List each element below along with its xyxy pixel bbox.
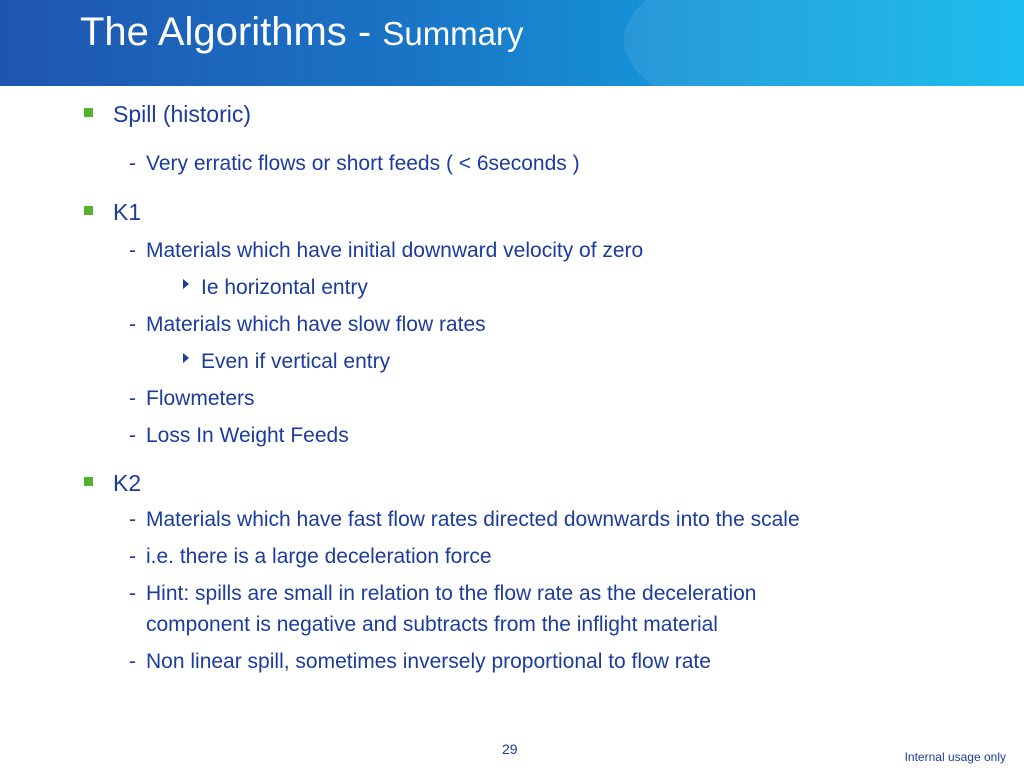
square-bullet-icon <box>84 206 93 215</box>
bullet-k1 <box>84 199 141 226</box>
sub-item-hint <box>129 582 756 606</box>
sub-item-deceleration-force <box>129 545 492 569</box>
detail-item-horizontal-entry <box>183 276 368 300</box>
sub-item-text: Materials which have fast flow rates directed downwards into the scale <box>146 508 800 531</box>
sub-item-text: Flowmeters <box>146 387 255 410</box>
triangle-bullet-icon <box>183 279 189 289</box>
dash-bullet-icon: - <box>129 313 136 336</box>
dash-bullet-icon: - <box>129 424 136 447</box>
sub-item-loss-in-weight <box>129 424 349 448</box>
triangle-bullet-icon <box>183 353 189 363</box>
sub-item-hint-continuation <box>146 613 718 637</box>
sub-item-slow-flow <box>129 313 486 337</box>
dash-bullet-icon: - <box>129 650 136 673</box>
bullet-label: K2 <box>113 470 142 496</box>
bullet-label: K1 <box>113 199 142 225</box>
sub-item-text: Very erratic flows or short feeds ( < 6seconds ) <box>146 152 580 175</box>
sub-item-fast-flow <box>129 508 800 532</box>
square-bullet-icon <box>84 477 93 486</box>
sub-item-erratic-flows <box>129 152 580 176</box>
page-number: 29 <box>502 741 518 757</box>
detail-item-text: Even if vertical entry <box>201 350 391 373</box>
sub-item-text: component is negative and subtracts from the inflight material <box>146 613 718 636</box>
sub-item-text: Materials which have slow flow rates <box>146 313 486 336</box>
dash-bullet-icon: - <box>129 387 136 410</box>
sub-item-zero-velocity <box>129 239 643 263</box>
bullet-label: Spill (historic) <box>113 101 252 127</box>
sub-item-flowmeters <box>129 387 255 411</box>
dash-bullet-icon: - <box>129 152 136 175</box>
slide-title <box>80 10 524 55</box>
footer-note: Internal usage only <box>904 750 1006 764</box>
sub-item-non-linear-spill <box>129 650 711 674</box>
detail-item-text: Ie horizontal entry <box>201 276 368 299</box>
detail-item-vertical-entry <box>183 350 390 374</box>
bullet-spill <box>84 101 251 128</box>
dash-bullet-icon: - <box>129 239 136 262</box>
title-sub: Summary <box>382 15 524 52</box>
sub-item-text: Loss In Weight Feeds <box>146 424 349 447</box>
sub-item-text: i.e. there is a large deceleration force <box>146 545 492 568</box>
sub-item-text: Non linear spill, sometimes inversely proportional to flow rate <box>146 650 711 673</box>
square-bullet-icon <box>84 108 93 117</box>
dash-bullet-icon: - <box>129 582 136 605</box>
title-main: The Algorithms - <box>80 10 383 54</box>
dash-bullet-icon: - <box>129 508 136 531</box>
sub-item-text: Hint: spills are small in relation to the flow rate as the deceleration <box>146 582 757 605</box>
bullet-k2 <box>84 470 141 497</box>
dash-bullet-icon: - <box>129 545 136 568</box>
sub-item-text: Materials which have initial downward velocity of zero <box>146 239 644 262</box>
